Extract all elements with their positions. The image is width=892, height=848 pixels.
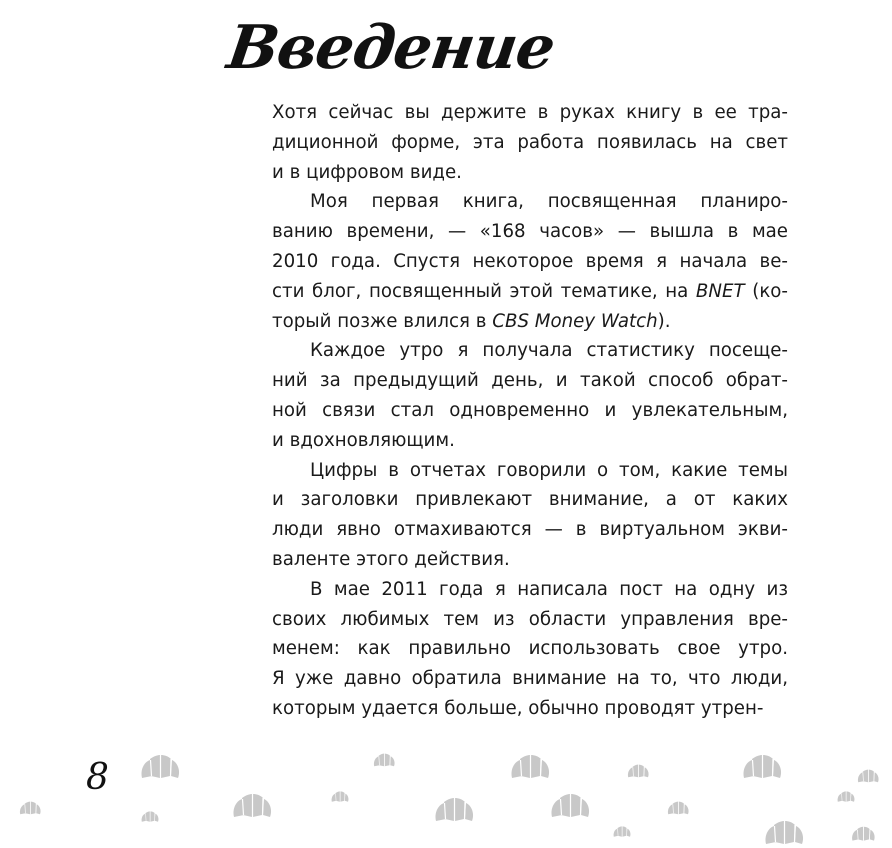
- croissant-icon: [508, 752, 552, 782]
- croissant-icon: [372, 752, 396, 769]
- text-line: Каждое утро я получала статистику посеще-: [310, 340, 788, 362]
- croissant-icon: [626, 763, 650, 780]
- croissant-icon: [140, 810, 160, 824]
- croissant-icon: [138, 752, 182, 782]
- croissant-icon: [432, 795, 476, 825]
- text-line: сти блог, посвященный этой тематике, на BNET (ко-: [272, 280, 788, 302]
- croissant-icon: [548, 791, 592, 821]
- paragraph: [272, 575, 788, 724]
- text-line: своих любимых тем из области управления вре-: [272, 608, 788, 630]
- page-number: 8: [86, 757, 109, 798]
- croissant-icon: [762, 818, 806, 848]
- croissant-icon: [330, 790, 350, 804]
- croissant-icon: [740, 752, 784, 782]
- text-line: диционной форме, эта работа появилась на свет: [272, 131, 788, 153]
- text-line: Цифры в отчетах говорили о том, какие темы: [310, 459, 788, 481]
- text-line: торый позже влился в CBS Money Watch).: [272, 310, 671, 332]
- text-line: и заголовки привлекают внимание, а от каких: [272, 489, 788, 511]
- chapter-title: Введение: [223, 13, 559, 83]
- croissant-icon: [856, 768, 880, 785]
- paragraph: [272, 187, 788, 336]
- text-line: и вдохновляющим.: [272, 429, 455, 451]
- paragraph: [272, 456, 788, 575]
- croissant-icon: [836, 790, 856, 804]
- croissant-icon: [612, 825, 632, 839]
- text-line: и в цифровом виде.: [272, 161, 462, 183]
- text-line: валенте этого действия.: [272, 548, 510, 570]
- text-line: Хотя сейчас вы держите в руках книгу в ее тра-: [272, 102, 788, 123]
- text-line: 2010 года. Спустя некоторое время я начала ве-: [272, 250, 788, 272]
- croissant-icon: [18, 800, 42, 817]
- croissant-icon: [850, 825, 876, 843]
- paragraph: [272, 336, 788, 455]
- text-line: люди явно отмахиваются — в виртуальном экви-: [272, 519, 788, 541]
- body-text: [272, 98, 788, 724]
- text-line: которым удается больше, обычно проводят утрен-: [272, 697, 764, 719]
- text-line: Моя первая книга, посвященная планиро-: [310, 191, 788, 213]
- croissant-icon: [666, 800, 690, 817]
- text-line: ванию времени, — «168 часов» — вышла в мае: [272, 221, 788, 243]
- croissant-icon: [230, 791, 274, 821]
- text-line: Я уже давно обратила внимание на то, что люди,: [272, 668, 788, 690]
- text-line: менем: как правильно использовать свое утро.: [272, 638, 788, 660]
- text-line: ной связи стал одновременно и увлекательным,: [272, 399, 788, 421]
- paragraph: [272, 98, 788, 187]
- text-line: В мае 2011 года я написала пост на одну из: [310, 578, 788, 600]
- text-line: ний за предыдущий день, и такой способ обрат-: [272, 370, 788, 392]
